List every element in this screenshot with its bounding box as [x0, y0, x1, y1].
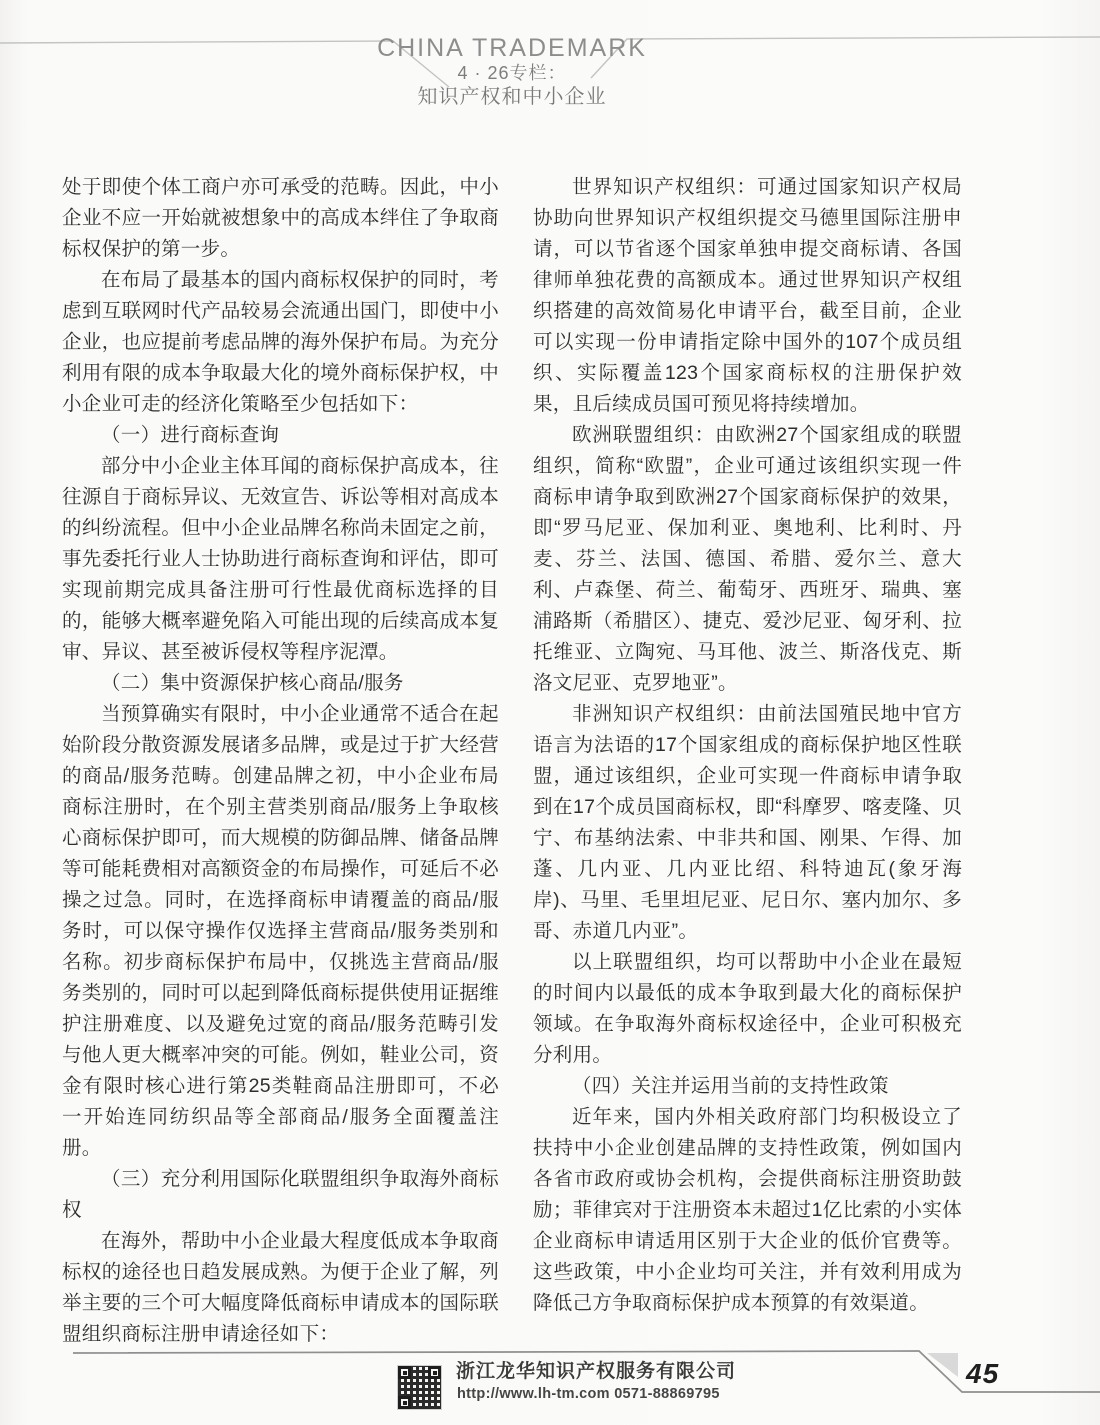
- section-heading-4: （四）关注并运用当前的支持性政策: [572, 1075, 889, 1097]
- paragraph-summary: 以上联盟组织，均可以帮助中小企业在最短的时间内以最低的成本争取到最大化的商标保护领域。在争取海外商标权途径中，企业可积极充分利用。: [533, 951, 962, 1066]
- paragraph-continuation: 处于即使个体工商户亦可承受的范畴。因此，中小企业不应一开始就被想象中的高成本绊住了争取商标权保护的第一步。: [62, 176, 499, 260]
- page-header: [377, 34, 647, 109]
- page-number: 45: [966, 1358, 1000, 1389]
- paragraph: 近年来，国内外相关政府部门均积极设立了扶持中小企业创建品牌的支持性政策，例如国内各省市政府或协会机构，会提供商标注册资助鼓励；菲律宾对于注册资本未超过1亿比索的小实体企业商标申请适用区别于大企业的低价官费等。这些政策，中小企业均可关注，并有效利用成为降低己方争取商标保护成本预算的有效渠道。: [533, 1106, 962, 1314]
- qr-finder-icon: [398, 1396, 411, 1409]
- paragraph-wipo: 世界知识产权组织：可通过国家知识产权局协助向世界知识产权组织提交马德里国际注册申请，可以节省逐个国家单独申提交商标请、各国律师单独花费的高额成本。通过世界知识产权组织搭建的高效简易化申请平台，截至目前，企业可以实现一份申请指定除中国外的107个成员组织、实际覆盖123个国家商标权的注册保护效果，且后续成员国可预见将持续增加。: [533, 176, 962, 415]
- right-column: [533, 172, 962, 1319]
- paragraph: 部分中小企业主体耳闻的商标保护高成本，往往源自于商标异议、无效宣告、诉讼等相对高成本的纠纷流程。但中小企业品牌名称尚未固定之前，事先委托行业人士协助进行商标查询和评估，即可实现前期完成具备注册可行性最优商标选择的目的，能够大概率避免陷入可能出现的后续高成本复审、异议、甚至被诉侵权等程序泥潭。: [62, 455, 499, 663]
- footer-company-name: 浙江龙华知识产权服务有限公司: [456, 1361, 737, 1382]
- qr-finder-icon: [428, 1366, 441, 1379]
- section-heading-3: （三）充分利用国际化联盟组织争取海外商标权: [62, 1168, 499, 1221]
- paragraph-oapi: 非洲知识产权组织：由前法国殖民地中官方语言为法语的17个国家组成的商标保护地区性联盟，通过该组织，企业可实现一件商标申请争取到在17个成员国商标权，即“科摩罗、喀麦隆、贝宁、布基纳法索、中非共和国、刚果、乍得、加蓬、几内亚、几内亚比绍、科特迪瓦(象牙海岸)、马里、毛里坦尼亚、尼日尔、塞内加尔、多哥、赤道几内亚”。: [533, 703, 962, 942]
- paragraph-eu: 欧洲联盟组织：由欧洲27个国家组成的联盟组织，简称“欧盟”，企业可通过该组织实现一件商标申请争取到欧洲27个国家商标保护的效果，即“罗马尼亚、保加利亚、奥地利、比利时、丹麦、芬兰、法国、德国、希腊、爱尔兰、意大利、卢森堡、荷兰、葡萄牙、西班牙、瑞典、塞浦路斯（希腊区）、捷克、爱沙尼亚、匈牙利、拉托维亚、立陶宛、马耳他、波兰、斯洛伐克、斯洛文尼亚、克罗地亚”。: [533, 424, 962, 694]
- qr-finder-icon: [398, 1366, 411, 1379]
- column-topic: 知识产权和中小企业: [417, 86, 607, 108]
- paragraph: 在海外，帮助中小企业最大程度低成本争取商标权的途径也日趋发展成熟。为便于企业了解，列举主要的三个可大幅度降低商标申请成本的国际联盟组织商标注册申请途径如下：: [62, 1230, 499, 1345]
- magazine-title: CHINA TRADEMARK: [377, 34, 647, 62]
- paragraph: 当预算确实有限时，中小企业通常不适合在起始阶段分散资源发展诸多品牌，或是过于扩大经营的商品/服务范畴。创建品牌之初，中小企业布局商标注册时，在个别主营类别商品/服务上争取核心商标保护即可，而大规模的防御品牌、储备品牌等可能耗费相对高额资金的布局操作，可延后不必操之过急。同时，在选择商标申请覆盖的商品/服务时，可以保守操作仅选择主营商品/服务类别和名称。初步商标保护布局中，仅挑选主营商品/服务类别的，同时可以起到降低商标提供使用证据维护注册难度、以及避免过宽的商品/服务范畴引发与他人更大概率冲突的可能。例如，鞋业公司，资金有限时核心进行第25类鞋商品注册即可，不必一开始连同纺织品等全部商品/服务全面覆盖注册。: [62, 703, 499, 1159]
- left-column: [62, 172, 499, 1350]
- column-label: 4 · 26专栏：: [457, 63, 567, 83]
- section-heading-2: （二）集中资源保护核心商品/服务: [101, 672, 404, 694]
- qr-code-icon: [398, 1366, 441, 1409]
- paragraph: 在布局了最基本的国内商标权保护的同时，考虑到互联网时代产品较易会流通出国门，即使中小企业，也应提前考虑品牌的海外保护布局。为充分利用有限的成本争取最大化的境外商标保护权，中小企业可走的经济化策略至少包括如下：: [62, 269, 499, 415]
- footer-contact-info: http://www.lh-tm.com 0571-88869795: [457, 1386, 720, 1402]
- section-heading-1: （一）进行商标查询: [101, 424, 280, 446]
